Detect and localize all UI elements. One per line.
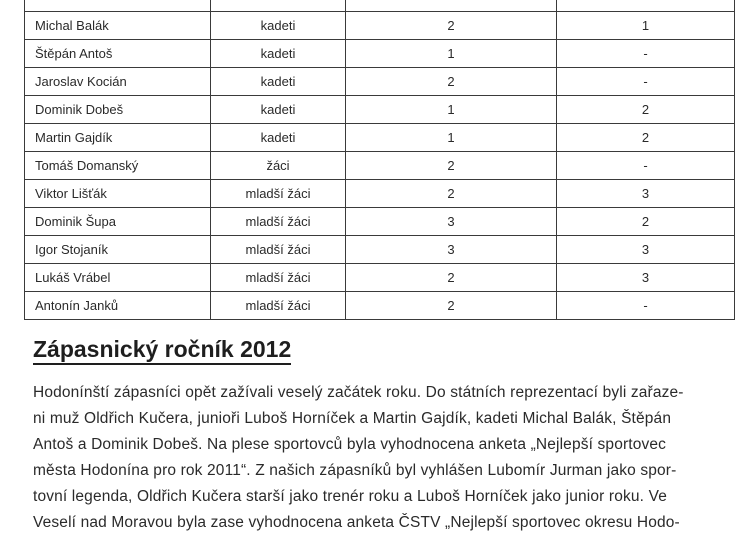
results-table (24, 0, 735, 320)
cell-name: Antonín Janků (25, 292, 211, 320)
article-line: Antoš a Dominik Dobeš. Na plese sportovců byla vyhodnocena anketa „Nejlepší sportovec (33, 436, 667, 453)
cell-name: Lukáš Vrábel (25, 264, 211, 292)
cell-name: Martin Gajdík (25, 124, 211, 152)
cell-category: mladší žáci (211, 180, 346, 208)
cell-category: mladší žáci (211, 292, 346, 320)
table-row (25, 208, 735, 236)
table-row (25, 264, 735, 292)
cell-name: Dominik Šupa (25, 208, 211, 236)
table-row (25, 68, 735, 96)
table-row (25, 152, 735, 180)
article-line: Hodonínští zápasníci opět zažívali veselý začátek roku. Do státních reprezentací byli zařaze- (33, 384, 684, 401)
section-heading: Zápasnický ročník 2012 (33, 336, 291, 365)
article-line: Veselí nad Moravou byla zase vyhodnocena anketa ČSTV „Nejlepší sportovec okresu Hodo- (33, 514, 680, 531)
cell-category: mladší žáci (211, 208, 346, 236)
cell-name: Viktor Lišťák (25, 180, 211, 208)
cell-name: Štěpán Antoš (25, 40, 211, 68)
table-row (25, 292, 735, 320)
cell-col-b: 3 (557, 264, 735, 292)
cell-col-b: 2 (557, 208, 735, 236)
header-cell-name (25, 0, 211, 12)
cell-col-a: 3 (346, 208, 557, 236)
cell-col-a: 2 (346, 68, 557, 96)
cell-col-b: 2 (557, 124, 735, 152)
cell-col-b: - (557, 68, 735, 96)
table-header-row (25, 0, 735, 12)
article-line: města Hodonína pro rok 2011“. Z našich zápasníků byl vyhlášen Lubomír Jurman jako spor- (33, 462, 677, 479)
cell-name: Igor Stojaník (25, 236, 211, 264)
cell-col-a: 2 (346, 264, 557, 292)
cell-col-b: 1 (557, 12, 735, 40)
article-line: tovní legenda, Oldřich Kučera starší jako trenér roku a Luboš Horníček jako junior roku. Ve (33, 488, 667, 505)
cell-category: kadeti (211, 12, 346, 40)
cell-name: Tomáš Domanský (25, 152, 211, 180)
cell-col-a: 2 (346, 292, 557, 320)
cell-col-b: 3 (557, 180, 735, 208)
cell-category: kadeti (211, 96, 346, 124)
cell-col-b: - (557, 40, 735, 68)
cell-name: Dominik Dobeš (25, 96, 211, 124)
table-row (25, 124, 735, 152)
cell-col-b: - (557, 292, 735, 320)
table-row (25, 236, 735, 264)
article-line: ni muž Oldřich Kučera, junioři Luboš Horníček a Martin Gajdík, kadeti Michal Balák, Štěpán (33, 410, 672, 427)
table-row (25, 12, 735, 40)
article-body (33, 380, 723, 536)
cell-category: mladší žáci (211, 236, 346, 264)
cell-col-a: 1 (346, 124, 557, 152)
cell-category: kadeti (211, 40, 346, 68)
header-cell-col-a (346, 0, 557, 12)
cell-col-a: 1 (346, 96, 557, 124)
cell-col-a: 2 (346, 152, 557, 180)
table-row (25, 180, 735, 208)
cell-col-b: 2 (557, 96, 735, 124)
cell-name: Michal Balák (25, 12, 211, 40)
cell-category: mladší žáci (211, 264, 346, 292)
cell-category: kadeti (211, 124, 346, 152)
cell-col-a: 1 (346, 40, 557, 68)
table-row (25, 40, 735, 68)
cell-name: Jaroslav Kocián (25, 68, 211, 96)
cell-category: kadeti (211, 68, 346, 96)
cell-col-a: 2 (346, 180, 557, 208)
header-cell-category (211, 0, 346, 12)
cell-col-b: 3 (557, 236, 735, 264)
table-row (25, 96, 735, 124)
header-cell-col-b (557, 0, 735, 12)
cell-col-b: - (557, 152, 735, 180)
cell-col-a: 3 (346, 236, 557, 264)
cell-category: žáci (211, 152, 346, 180)
results-table-body (25, 0, 735, 320)
cell-col-a: 2 (346, 12, 557, 40)
